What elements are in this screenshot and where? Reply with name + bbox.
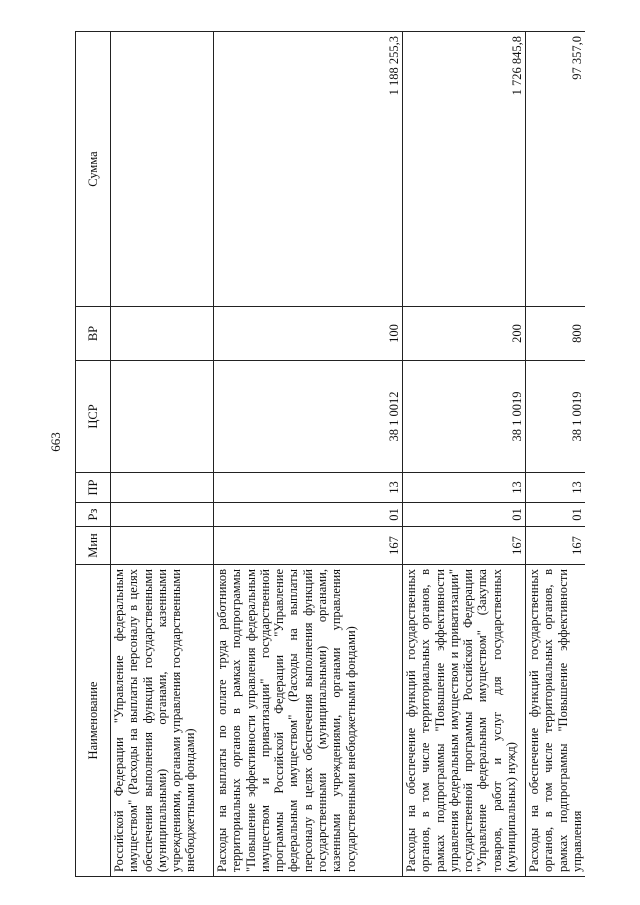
row-pr: 13: [403, 473, 526, 503]
row-rz: 01: [526, 503, 586, 527]
row-min: 167: [403, 527, 526, 565]
row-vr: 800: [526, 307, 586, 361]
header-row: [76, 32, 111, 877]
row-vr: 200: [403, 307, 526, 361]
header-pr: ПР: [76, 473, 111, 503]
table-row: [214, 32, 403, 877]
row-min: 167: [526, 527, 586, 565]
header-name: Наименование: [76, 565, 111, 877]
table-row: [111, 32, 214, 877]
header-csr: ЦСР: [76, 361, 111, 473]
row-min: [111, 527, 214, 565]
row-csr: 38 1 0019: [526, 361, 586, 473]
row-rz: [111, 503, 214, 527]
row-csr: 38 1 0012: [214, 361, 403, 473]
row-sum: 1 188 255,3: [214, 32, 403, 307]
header-rz: Рз: [76, 503, 111, 527]
row-sum: [111, 32, 214, 307]
row-pr: 13: [214, 473, 403, 503]
row-name: Расходы на обеспечение функций государственных органов, в том числе территориальных органов, в рамках подпрограммы "Повышение эффективности управления федеральным имуществом и приватизации" государственной программы Российской Федерации "Управление федеральным имуществом" (Закупка товаров, работ и услуг для государственных (муниципальных) нужд): [403, 565, 526, 877]
row-sum: 97 357,0: [526, 32, 586, 307]
row-min: 167: [214, 527, 403, 565]
row-csr: [111, 361, 214, 473]
page-number: 663: [48, 432, 63, 452]
header-vr: ВР: [76, 307, 111, 361]
row-vr: [111, 307, 214, 361]
budget-table: [75, 31, 585, 877]
row-sum: 1 726 845,8: [403, 32, 526, 307]
row-vr: 100: [214, 307, 403, 361]
row-name: Расходы на обеспечение функций государственных органов, в том числе территориальных органов, в рамках подпрограммы "Повышение эффективности управления: [526, 565, 586, 877]
row-name: Российской Федерации "Управление федеральным имуществом" (Расходы на выплаты персоналу в целях обеспечения выполнения функций государственными (муниципальными) органами, казенными учреждениями, органами управления государственными внебюджетными фондами): [111, 565, 214, 877]
row-rz: 01: [214, 503, 403, 527]
table-row: [403, 32, 526, 877]
header-min: Мин: [76, 527, 111, 565]
row-csr: 38 1 0019: [403, 361, 526, 473]
row-pr: 13: [526, 473, 586, 503]
row-name: Расходы на выплаты по оплате труда работников территориальных органов в рамках подпрограммы "Повышение эффективности управления федеральным имуществом и приватизации" государственной программы Российской Федерации "Управление федеральным имуществом" (Расходы на выплаты персоналу в целях обеспечения выполнения функций государственными (муниципальными) органами, казенными учреждениями, органами управления государственными внебюджетными фондами): [214, 565, 403, 877]
table-row: [526, 32, 586, 877]
header-sum: Сумма: [76, 32, 111, 307]
rotated-table-container: [75, 32, 605, 877]
row-pr: [111, 473, 214, 503]
row-rz: 01: [403, 503, 526, 527]
